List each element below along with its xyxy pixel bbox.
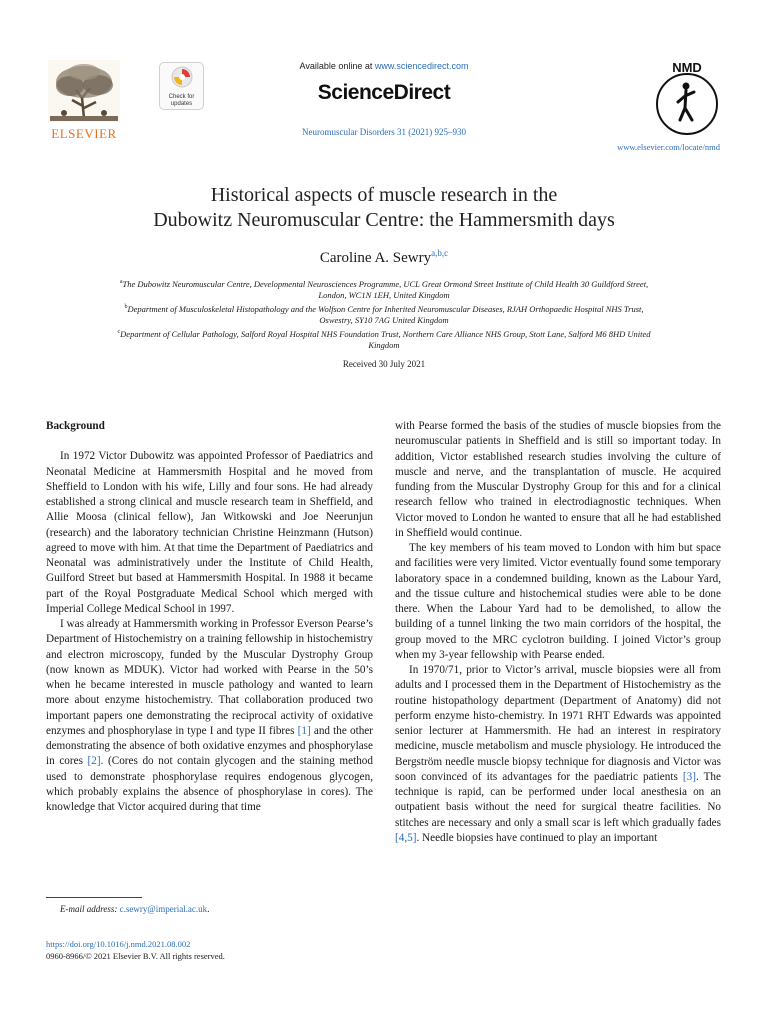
email-footnote xyxy=(60,904,209,914)
check-updates-label: Check for updates xyxy=(168,94,195,107)
title-line-1: Historical aspects of muscle research in the xyxy=(210,184,558,206)
paragraph xyxy=(46,617,373,815)
paragraph-text: I was already at Hammersmith working in Professor Everson Pearse’s Department of Histochemistry on a training fellowship in histochemistry and electron microscopy, funded by the Muscular Dystrophy Group (now known as MDUK). Victor had worked with Pearse in the 50’s when he became interested in muscle pathology and wanted to learn more about enzyme histochemistry. That collaboration produced two important papers one demonstrating the reciprocal activity of oxidative enzymes and phosphorylase in type I and type II fibres xyxy=(46,618,373,737)
affiliation-b-text2: Oswestry, SY10 7AG United Kingdom xyxy=(319,314,449,325)
affiliation-c-sup: c xyxy=(117,329,121,335)
affiliation-b-sup: b xyxy=(124,304,128,310)
paragraph-text: and the other demonstrating the absence of both oxidative enzymes and phosphorylase in cores xyxy=(46,724,373,768)
paragraph: with Pearse formed the basis of the studies of muscle biopsies from the neuromuscular patients in Sheffield and is still so important today. In addition, Victor established research studies involving the culture of muscle and nerve, and the transplantation of muscle. He acquired funding from the Muscular Dystrophy Group for this and for a clinical research fellow who trained in electrodiagnostic techniques. When Victor moved to London he wanted to ensure that all he had established in Sheffield would continue. xyxy=(395,420,721,539)
sciencedirect-wordmark: ScienceDirect xyxy=(317,81,451,104)
paragraph-text: . The technique is rapid, can be performed under local anesthesia on an outpatient basis without the need for surgical theatre facilities. No stitches are necessary and only a small scar is left which gradually fades xyxy=(395,770,721,829)
paragraph-text: In 1970/71, prior to Victor’s arrival, muscle biopsies were all from adults and I processed them in the Department of Histochemistry as the routine histopathology department (Department of Anatomy) did not perform enzyme histo-chemistry. In 1971 RHT Edwards was appointed senior lecturer at Hammersmith. He had an interest in respiratory medicine, muscle metabolism and muscle physiology. He introduced the Bergström needle muscle biopsy technique for diagnosis and Victor was soon convinced of its advantages for the paediatric patients xyxy=(395,664,721,783)
footnote-divider xyxy=(46,897,142,898)
affiliation-a-text2: London, WC1N 1EH, United Kingdom xyxy=(318,289,450,300)
nmd-logo-text: NMD xyxy=(672,60,702,75)
journal-reference[interactable]: Neuromuscular Disorders 31 (2021) 925–930 xyxy=(302,127,466,137)
citation-link[interactable]: [4,5] xyxy=(395,831,417,844)
affiliation-b-text: Department of Musculoskeletal Histopathology and the Wolfson Centre for Inherited Neuromuscular Diseases, RJAH Orthopaedic Hospital NHS Trust, xyxy=(127,303,644,314)
available-prefix: Available online at xyxy=(299,61,375,71)
available-online xyxy=(220,61,548,71)
paragraph xyxy=(395,663,721,846)
citation-link[interactable]: [2] xyxy=(87,755,101,768)
journal-url-link[interactable]: www.elsevier.com/locate/nmd xyxy=(617,142,720,152)
paragraph-text: . Needle biopsies have continued to play an important xyxy=(416,831,658,844)
received-date: Received 30 July 2021 xyxy=(342,359,426,369)
author-name: Caroline A. Sewry xyxy=(319,250,432,266)
affiliation-c xyxy=(46,327,722,351)
title-line-2: Dubowitz Neuromuscular Centre: the Hammersmith days xyxy=(153,209,615,231)
nmd-journal-logo xyxy=(652,58,722,142)
sciencedirect-link[interactable]: www.sciencedirect.com xyxy=(374,61,469,71)
affiliation-a-text: The Dubowitz Neuromuscular Centre, Developmental Neurosciences Programme, UCL Great Ormond Street Institute of Child Health 30 Guildford Street, xyxy=(122,278,649,289)
left-column xyxy=(46,419,373,815)
citation-link[interactable]: [1] xyxy=(297,724,311,737)
affiliation-a xyxy=(46,277,722,301)
affiliation-c-text2: Kingdom xyxy=(368,339,400,350)
citation-link[interactable]: [3] xyxy=(682,770,696,783)
elsevier-wordmark: ELSEVIER xyxy=(51,126,117,141)
affiliation-b xyxy=(46,302,722,326)
copyright-notice: 0960-8966/© 2021 Elsevier B.V. All rights reserved. xyxy=(46,951,225,961)
author-affiliation-sup[interactable]: a,b,c xyxy=(431,248,449,258)
email-label: E-mail address: xyxy=(60,904,118,914)
paragraph-text: . (Cores do not contain glycogen and the staining method used to demonstrate phosphorylase requires endogenous glycogen, which probably explains the absence of phosphorylase in cores). The knowledge that Victor acquired during that time xyxy=(46,755,373,813)
section-heading-background: Background xyxy=(46,420,105,432)
check-for-updates-badge[interactable] xyxy=(159,62,204,110)
affiliation-a-sup: a xyxy=(119,279,123,285)
paragraph: In 1972 Victor Dubowitz was appointed Professor of Paediatrics and Neonatal Medicine at Hammersmith Hospital and he moved from Sheffield to London with his wife, Lilly and four sons. He had already established a strong clinical and muscle research team in Sheffield, and Allie Moosa (clinical fellow), Jan Witkowski and Joe Neerunjun (research) and the laboratory technician Christine Heinzmann (Hutson) agreed to move with him. At that time the Department of Paediatrics and Neonatal was administratively under the Institute of Child Health, Guilford Street but based at Hammersmith Hospital. In 1988 it became part of the Royal Postgraduate Medical School which merged with Imperial College Medical School in 1997. xyxy=(46,450,373,615)
affiliation-c-text: Department of Cellular Pathology, Salford Royal Hospital NHS Foundation Trust, Northern Care Alliance NHS Group, Stott Lane, Salford M6 8HD United xyxy=(120,328,651,339)
email-link[interactable]: c.sewry@imperial.ac.uk xyxy=(119,904,208,914)
email-period: . xyxy=(207,904,210,914)
paragraph: The key members of his team moved to London with him but space and facilities were very limited. Victor eventually found some temporary laboratory space in a condemned building, known as the Labour Yard, and the tissue culture and histochemical studies were able to be done there. When the Labour Yard had to be demolished, to allow the building of a tunnel linking the two main corridors of the hospital, the group moved to the MRC cyclotron building. I joined Victor’s group when my 3-year fellowship with Pearse ended. xyxy=(395,542,721,661)
article-title xyxy=(60,183,708,233)
author-line xyxy=(60,248,708,267)
right-column xyxy=(395,419,721,846)
check-updates-icon xyxy=(170,66,194,88)
doi-link[interactable]: https://doi.org/10.1016/j.nmd.2021.08.002 xyxy=(46,939,191,949)
